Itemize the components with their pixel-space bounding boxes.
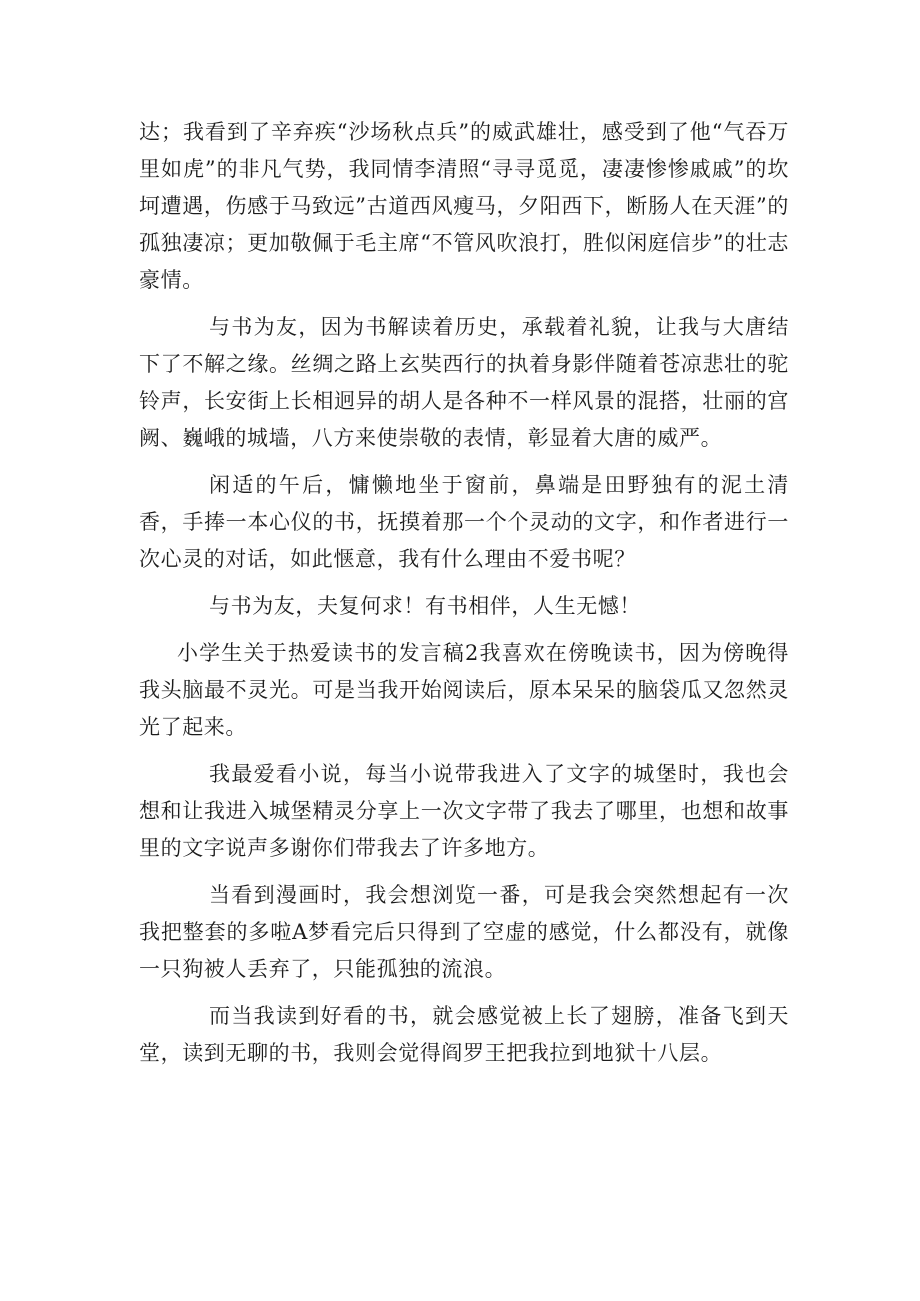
paragraph-tang-dynasty: 与书为友，因为书解读着历史，承载着礼貌，让我与大唐结下了不解之缘。丝绸之路上玄奘西行的执着身影伴随着苍凉悲壮的驼铃声，长安街上长相迥异的胡人是各种不一样风景的混搭，壮丽的宫阙、巍峨的城墙，八方来使崇敬的表情，彰显着大唐的威严。 (139, 315, 789, 450)
paragraph-afternoon-reading: 闲适的午后，慵懒地坐于窗前，鼻端是田野独有的泥土清香，手捧一本心仪的书，抚摸着那一个个灵动的文字，和作者进行一次心灵的对话，如此惬意，我有什么理由不爱书呢？ (139, 473, 789, 571)
paragraph-conclusion: 与书为友，夫复何求！有书相伴，人生无憾！ (209, 594, 641, 618)
paragraph-comics: 当看到漫画时，我会想浏览一番，可是我会突然想起有一次我把整套的多啦A梦看完后只得到了空虚的感觉，什么都没有，就像一只狗被人丢弃了，只能孤独的流浪。 (139, 883, 789, 981)
paragraph-speech-2-intro: 小学生关于热爱读书的发言稿2我喜欢在傍晚读书，因为傍晚得我头脑最不灵光。可是当我开始阅读后，原本呆呆的脑袋瓜又忽然灵光了起来。 (139, 641, 789, 739)
paragraph-novels: 我最爱看小说，每当小说带我进入了文字的城堡时，我也会想和让我进入城堡精灵分享上一次文字带了我去了哪里，也想和故事里的文字说声多谢你们带我去了许多地方。 (139, 762, 789, 860)
document-body (139, 114, 789, 1082)
paragraph-poets: 达；我看到了辛弃疾“沙场秋点兵”的威武雄壮，感受到了他“气吞万里如虎”的非凡气势，我同情李清照“寻寻觅觅，凄凄惨惨戚戚”的坎坷遭遇，伤感于马致远”古道西风瘦马，夕阳西下，断肠人在天涯”的孤独凄凉；更加敬佩于毛主席“不管风吹浪打，胜似闲庭信步”的壮志豪情。 (139, 120, 789, 292)
paragraph-good-books: 而当我读到好看的书，就会感觉被上长了翅膀，准备飞到天堂，读到无聊的书，我则会觉得阎罗王把我拉到地狱十八层。 (139, 1004, 789, 1065)
